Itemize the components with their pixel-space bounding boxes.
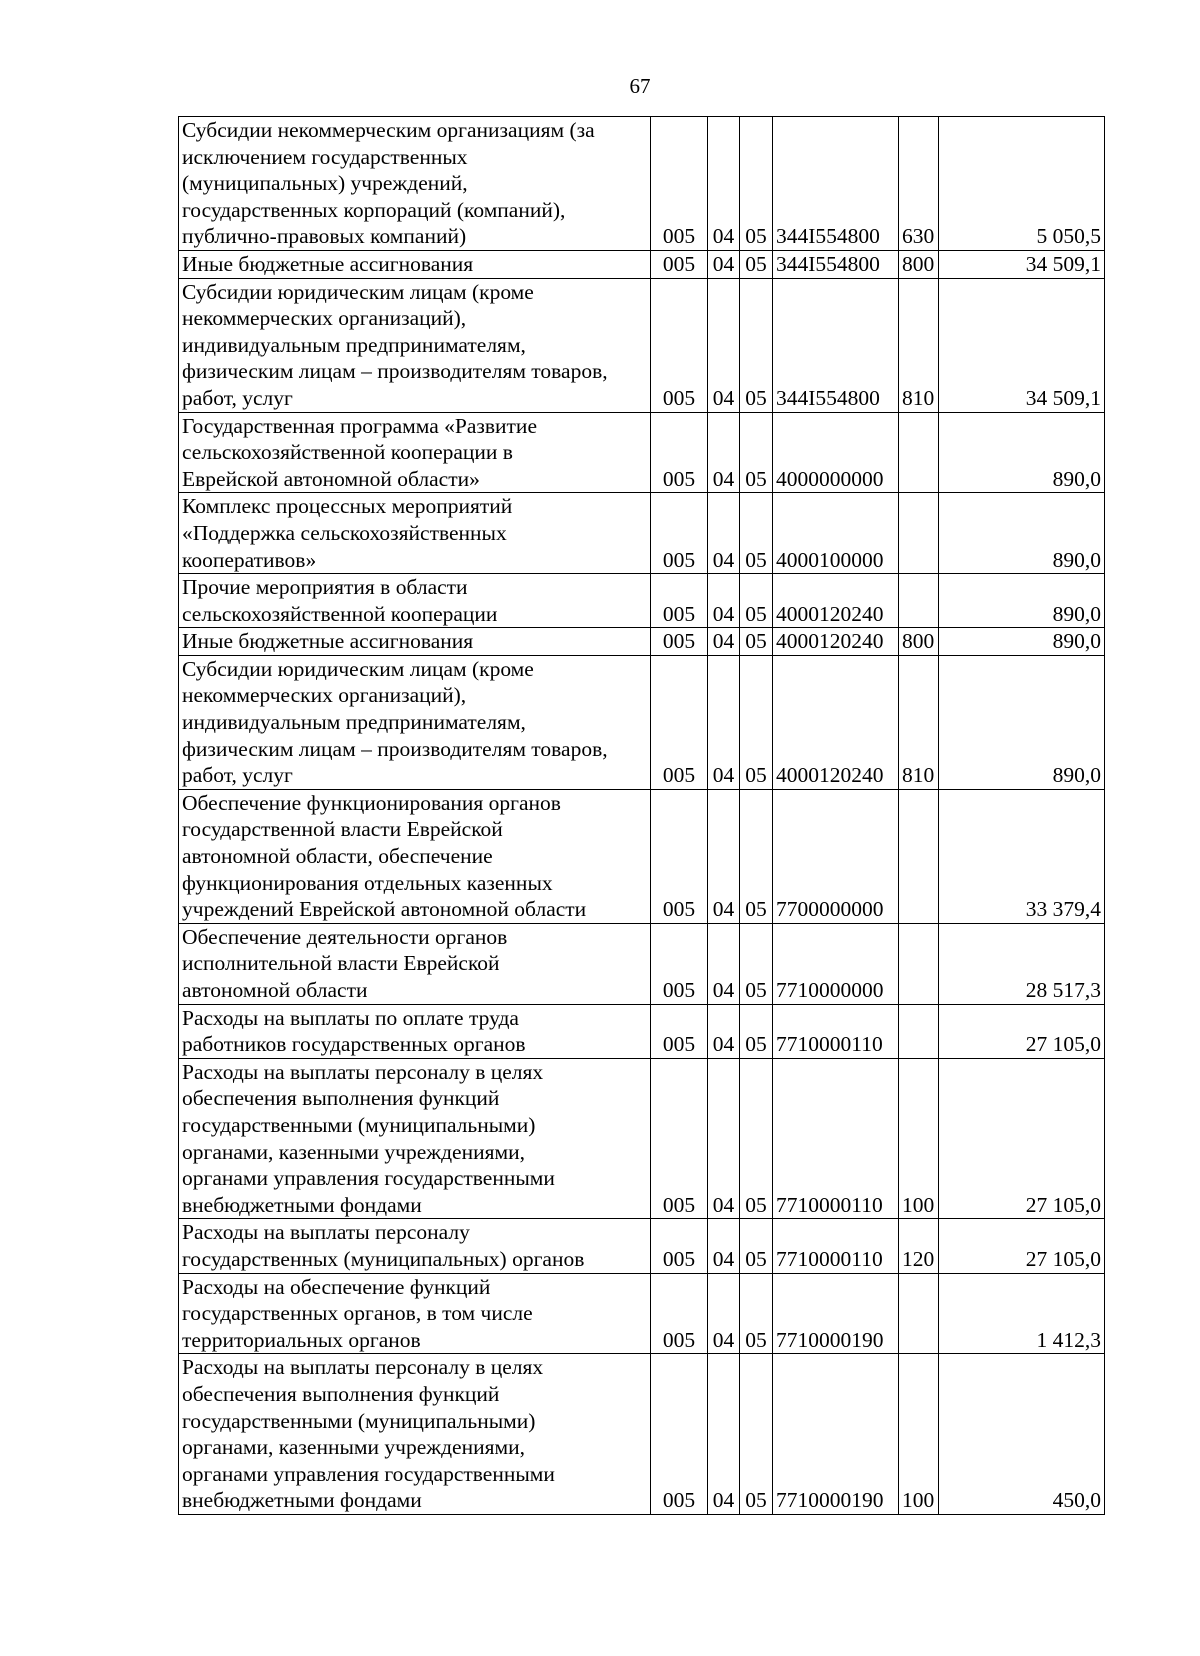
expense-type-cell: 800 xyxy=(899,628,939,656)
amount-cell: 28 517,3 xyxy=(939,923,1105,1004)
expense-name-cell: Расходы на выплаты персоналу в целях обеспечения выполнения функций государственными (муниципальными) органами, казенными учреждениями, органами управления государственными внебюджетными фондами xyxy=(179,1058,651,1219)
amount-cell: 34 509,1 xyxy=(939,250,1105,278)
amount-cell: 27 105,0 xyxy=(939,1219,1105,1273)
target-article-cell: 4000120240 xyxy=(773,628,899,656)
subsection-code-cell: 05 xyxy=(740,628,773,656)
department-code-cell: 005 xyxy=(651,923,708,1004)
amount-cell: 33 379,4 xyxy=(939,789,1105,923)
expense-type-cell: 100 xyxy=(899,1354,939,1515)
amount-cell: 27 105,0 xyxy=(939,1058,1105,1219)
target-article-cell: 4000120240 xyxy=(773,655,899,789)
target-article-cell: 7710000000 xyxy=(773,923,899,1004)
subsection-code-cell: 05 xyxy=(740,493,773,574)
target-article-cell: 7700000000 xyxy=(773,789,899,923)
expense-name-cell: Субсидии юридическим лицам (кроме некоммерческих организаций), индивидуальным предпринимателям, физическим лицам – производителям товаров, работ, услуг xyxy=(179,655,651,789)
department-code-cell: 005 xyxy=(651,574,708,628)
amount-cell: 27 105,0 xyxy=(939,1004,1105,1058)
table-row xyxy=(179,655,1105,789)
expense-type-cell xyxy=(899,1004,939,1058)
target-article-cell: 4000120240 xyxy=(773,574,899,628)
target-article-cell: 7710000190 xyxy=(773,1354,899,1515)
expense-name-cell: Расходы на выплаты по оплате труда работников государственных органов xyxy=(179,1004,651,1058)
department-code-cell: 005 xyxy=(651,1273,708,1354)
table-row xyxy=(179,1354,1105,1515)
expense-type-cell xyxy=(899,1273,939,1354)
section-code-cell: 04 xyxy=(708,1354,740,1515)
department-code-cell: 005 xyxy=(651,1058,708,1219)
table-row xyxy=(179,628,1105,656)
subsection-code-cell: 05 xyxy=(740,250,773,278)
table-row xyxy=(179,1004,1105,1058)
table-row xyxy=(179,574,1105,628)
expense-name-cell: Государственная программа «Развитие сельскохозяйственной кооперации в Еврейской автономной области» xyxy=(179,412,651,493)
amount-cell: 890,0 xyxy=(939,412,1105,493)
amount-cell: 890,0 xyxy=(939,493,1105,574)
expense-type-cell xyxy=(899,789,939,923)
table-row xyxy=(179,412,1105,493)
target-article-cell: 7710000110 xyxy=(773,1004,899,1058)
expense-type-cell: 800 xyxy=(899,250,939,278)
table-row xyxy=(179,117,1105,251)
section-code-cell: 04 xyxy=(708,493,740,574)
expense-type-cell xyxy=(899,493,939,574)
expense-name-cell: Расходы на обеспечение функций государственных органов, в том числе территориальных органов xyxy=(179,1273,651,1354)
table-row xyxy=(179,493,1105,574)
budget-table xyxy=(178,116,1105,1515)
department-code-cell: 005 xyxy=(651,789,708,923)
expense-name-cell: Субсидии некоммерческим организациям (за исключением государственных (муниципальных) учреждений, государственных корпораций (компаний), публично-правовых компаний) xyxy=(179,117,651,251)
table-row xyxy=(179,250,1105,278)
subsection-code-cell: 05 xyxy=(740,655,773,789)
section-code-cell: 04 xyxy=(708,1004,740,1058)
expense-type-cell: 810 xyxy=(899,278,939,412)
target-article-cell: 7710000110 xyxy=(773,1058,899,1219)
target-article-cell: 344I554800 xyxy=(773,278,899,412)
subsection-code-cell: 05 xyxy=(740,789,773,923)
section-code-cell: 04 xyxy=(708,923,740,1004)
table-row xyxy=(179,278,1105,412)
target-article-cell: 344I554800 xyxy=(773,117,899,251)
expense-name-cell: Обеспечение деятельности органов исполнительной власти Еврейской автономной области xyxy=(179,923,651,1004)
department-code-cell: 005 xyxy=(651,412,708,493)
section-code-cell: 04 xyxy=(708,412,740,493)
subsection-code-cell: 05 xyxy=(740,1058,773,1219)
expense-name-cell: Комплекс процессных мероприятий «Поддержка сельскохозяйственных кооперативов» xyxy=(179,493,651,574)
expense-name-cell: Иные бюджетные ассигнования xyxy=(179,628,651,656)
expense-type-cell xyxy=(899,923,939,1004)
expense-name-cell: Расходы на выплаты персоналу государственных (муниципальных) органов xyxy=(179,1219,651,1273)
target-article-cell: 4000100000 xyxy=(773,493,899,574)
target-article-cell: 7710000110 xyxy=(773,1219,899,1273)
expense-type-cell: 630 xyxy=(899,117,939,251)
subsection-code-cell: 05 xyxy=(740,923,773,1004)
table-row xyxy=(179,1058,1105,1219)
table-body xyxy=(179,117,1105,1515)
section-code-cell: 04 xyxy=(708,574,740,628)
amount-cell: 450,0 xyxy=(939,1354,1105,1515)
subsection-code-cell: 05 xyxy=(740,1273,773,1354)
section-code-cell: 04 xyxy=(708,250,740,278)
amount-cell: 34 509,1 xyxy=(939,278,1105,412)
subsection-code-cell: 05 xyxy=(740,412,773,493)
subsection-code-cell: 05 xyxy=(740,117,773,251)
amount-cell: 890,0 xyxy=(939,574,1105,628)
section-code-cell: 04 xyxy=(708,628,740,656)
section-code-cell: 04 xyxy=(708,1219,740,1273)
expense-type-cell: 120 xyxy=(899,1219,939,1273)
amount-cell: 890,0 xyxy=(939,628,1105,656)
subsection-code-cell: 05 xyxy=(740,1354,773,1515)
page-number: 67 xyxy=(629,74,651,98)
department-code-cell: 005 xyxy=(651,278,708,412)
expense-type-cell: 100 xyxy=(899,1058,939,1219)
expense-type-cell xyxy=(899,574,939,628)
subsection-code-cell: 05 xyxy=(740,1004,773,1058)
table-row xyxy=(179,789,1105,923)
table-row xyxy=(179,1219,1105,1273)
expense-name-cell: Прочие мероприятия в области сельскохозяйственной кооперации xyxy=(179,574,651,628)
department-code-cell: 005 xyxy=(651,628,708,656)
expense-name-cell: Иные бюджетные ассигнования xyxy=(179,250,651,278)
subsection-code-cell: 05 xyxy=(740,574,773,628)
table-row xyxy=(179,1273,1105,1354)
target-article-cell: 4000000000 xyxy=(773,412,899,493)
department-code-cell: 005 xyxy=(651,655,708,789)
department-code-cell: 005 xyxy=(651,1219,708,1273)
section-code-cell: 04 xyxy=(708,655,740,789)
section-code-cell: 04 xyxy=(708,278,740,412)
amount-cell: 890,0 xyxy=(939,655,1105,789)
department-code-cell: 005 xyxy=(651,1004,708,1058)
department-code-cell: 005 xyxy=(651,250,708,278)
expense-type-cell xyxy=(899,412,939,493)
expense-name-cell: Обеспечение функционирования органов государственной власти Еврейской автономной области, обеспечение функционирования отдельных казенных учреждений Еврейской автономной области xyxy=(179,789,651,923)
amount-cell: 5 050,5 xyxy=(939,117,1105,251)
subsection-code-cell: 05 xyxy=(740,1219,773,1273)
expense-name-cell: Субсидии юридическим лицам (кроме некоммерческих организаций), индивидуальным предпринимателям, физическим лицам – производителям товаров, работ, услуг xyxy=(179,278,651,412)
amount-cell: 1 412,3 xyxy=(939,1273,1105,1354)
target-article-cell: 344I554800 xyxy=(773,250,899,278)
department-code-cell: 005 xyxy=(651,1354,708,1515)
department-code-cell: 005 xyxy=(651,117,708,251)
table-row xyxy=(179,923,1105,1004)
section-code-cell: 04 xyxy=(708,1058,740,1219)
expense-type-cell: 810 xyxy=(899,655,939,789)
expense-name-cell: Расходы на выплаты персоналу в целях обеспечения выполнения функций государственными (муниципальными) органами, казенными учреждениями, органами управления государственными внебюджетными фондами xyxy=(179,1354,651,1515)
target-article-cell: 7710000190 xyxy=(773,1273,899,1354)
section-code-cell: 04 xyxy=(708,789,740,923)
subsection-code-cell: 05 xyxy=(740,278,773,412)
section-code-cell: 04 xyxy=(708,117,740,251)
section-code-cell: 04 xyxy=(708,1273,740,1354)
department-code-cell: 005 xyxy=(651,493,708,574)
